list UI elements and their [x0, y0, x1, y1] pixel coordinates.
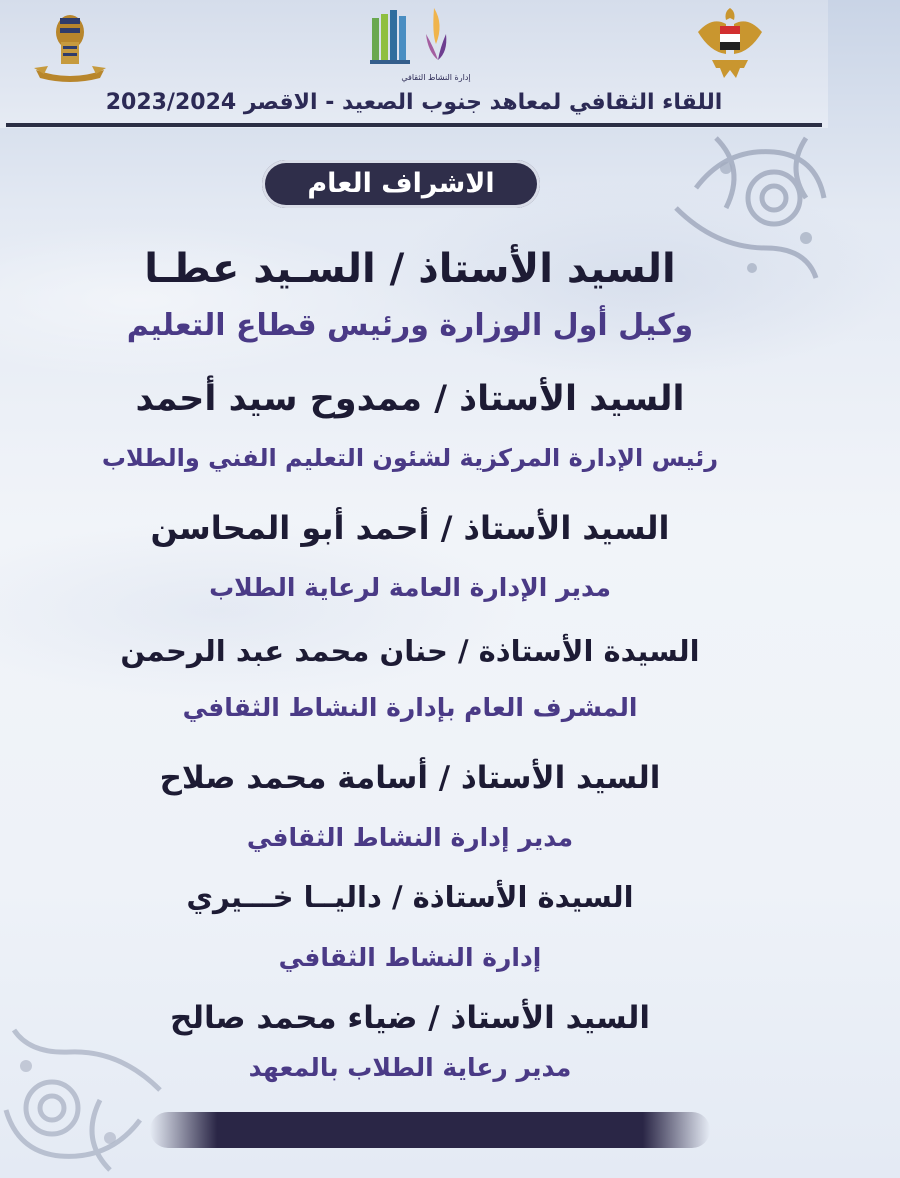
footer-bar [150, 1112, 710, 1148]
entry-role: المشرف العام بإدارة النشاط الثقافي [182, 693, 638, 722]
entry-name: السيد الأستاذ / ممدوح سيد أحمد [135, 379, 685, 419]
entry-name: السيد الأستاذ / السـيد عطـا [144, 246, 676, 292]
header-title: اللقاء الثقافي لمعاهد جنوب الصعيد - الاقصر 2023/2024 [105, 90, 723, 115]
entry-name: السيد الأستاذ / أسامة محمد صلاح [159, 760, 661, 796]
entry-name: السيدة الأستاذة / حنان محمد عبد الرحمن [120, 634, 700, 668]
entry-role: مدير رعاية الطلاب بالمعهد [248, 1053, 572, 1082]
entry-name: السيدة الأستاذة / داليــا خـــيري [186, 880, 634, 914]
logo-caption: إدارة النشاط الثقافي [401, 73, 471, 82]
pharaoh-emblem-icon [30, 8, 110, 86]
header [0, 0, 828, 128]
entry-name: السيد الأستاذ / ضياء محمد صالح [170, 1000, 650, 1036]
header-divider [6, 123, 822, 127]
entry-role: مدير إدارة النشاط الثقافي [246, 823, 574, 852]
entry-role: وكيل أول الوزارة ورئيس قطاع التعليم [126, 308, 694, 343]
entry-role: رئيس الإدارة المركزية لشئون التعليم الفني والطلاب [101, 444, 719, 472]
entry-role: مدير الإدارة العامة لرعاية الطلاب [209, 573, 611, 602]
entry-name: السيد الأستاذ / أحمد أبو المحاسن [150, 509, 670, 547]
entry-role: إدارة النشاط الثقافي [278, 943, 542, 972]
egypt-eagle-emblem-icon [692, 2, 768, 82]
books-and-pen-logo-icon [366, 4, 471, 86]
section-title: الاشراف العام [262, 160, 540, 208]
